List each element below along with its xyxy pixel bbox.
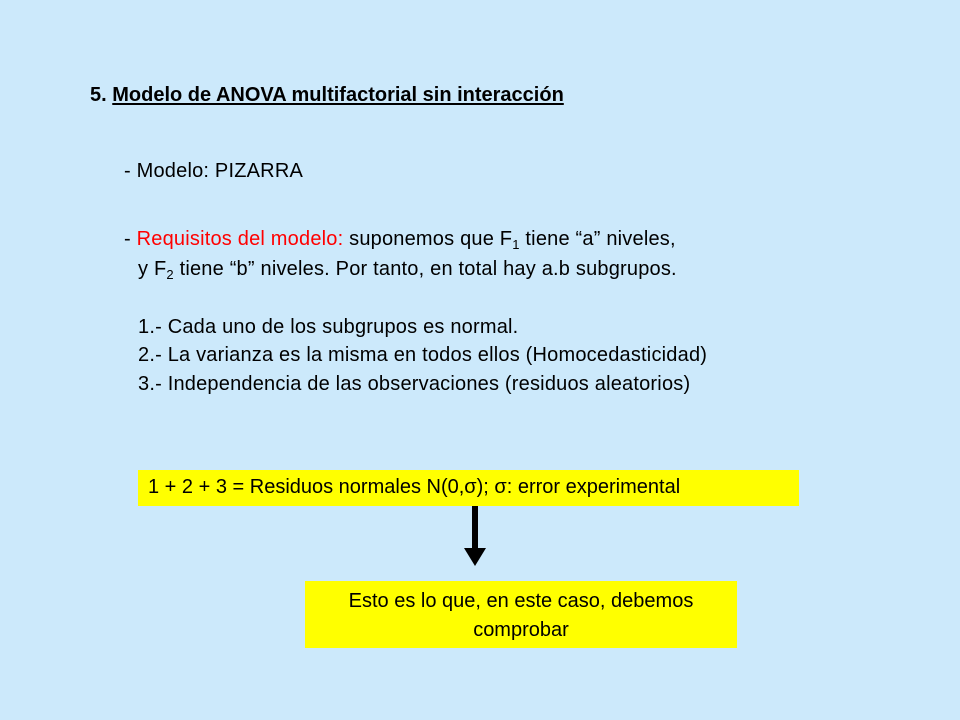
down-arrow-icon [460,506,490,566]
requisitos-line-2 [138,258,677,281]
requisitos-text-1a: suponemos que F [343,228,513,250]
conclusion-line-1: Esto es lo que, en este caso, debemos [348,590,694,612]
requisitos-label: Requisitos del modelo: [136,228,344,250]
requisitos-text-2a: y F [138,258,167,280]
requisitos-text-1b: tiene “a” niveles, [519,228,676,250]
list-item: 3.- Independencia de las observaciones (residuos aleatorios) [138,373,691,395]
summary-box: 1 + 2 + 3 = Residuos normales N(0,σ); σ: error experimental [138,470,799,506]
conclusion-line-2: comprobar [473,619,569,641]
list-item: 1.- Cada uno de los subgrupos es normal. [138,316,519,338]
section-title [90,84,564,107]
list-item: 2.- La varianza es la misma en todos ellos (Homocedasticidad) [138,344,708,366]
requisitos-sub-1: 1 [512,237,520,252]
requisitos-text-2b: tiene “b” niveles. Por tanto, en total hay a.b subgrupos. [173,258,677,280]
conclusion-box [305,581,737,648]
modelo-line: - Modelo: PIZARRA [124,160,304,182]
section-number: 5. [90,84,107,106]
requisitos-line-1 [124,228,676,251]
section-title-text: Modelo de ANOVA multifactorial sin interacción [112,84,564,106]
requisitos-sub-2: 2 [166,267,174,282]
requisitos-dash: - [124,228,137,250]
